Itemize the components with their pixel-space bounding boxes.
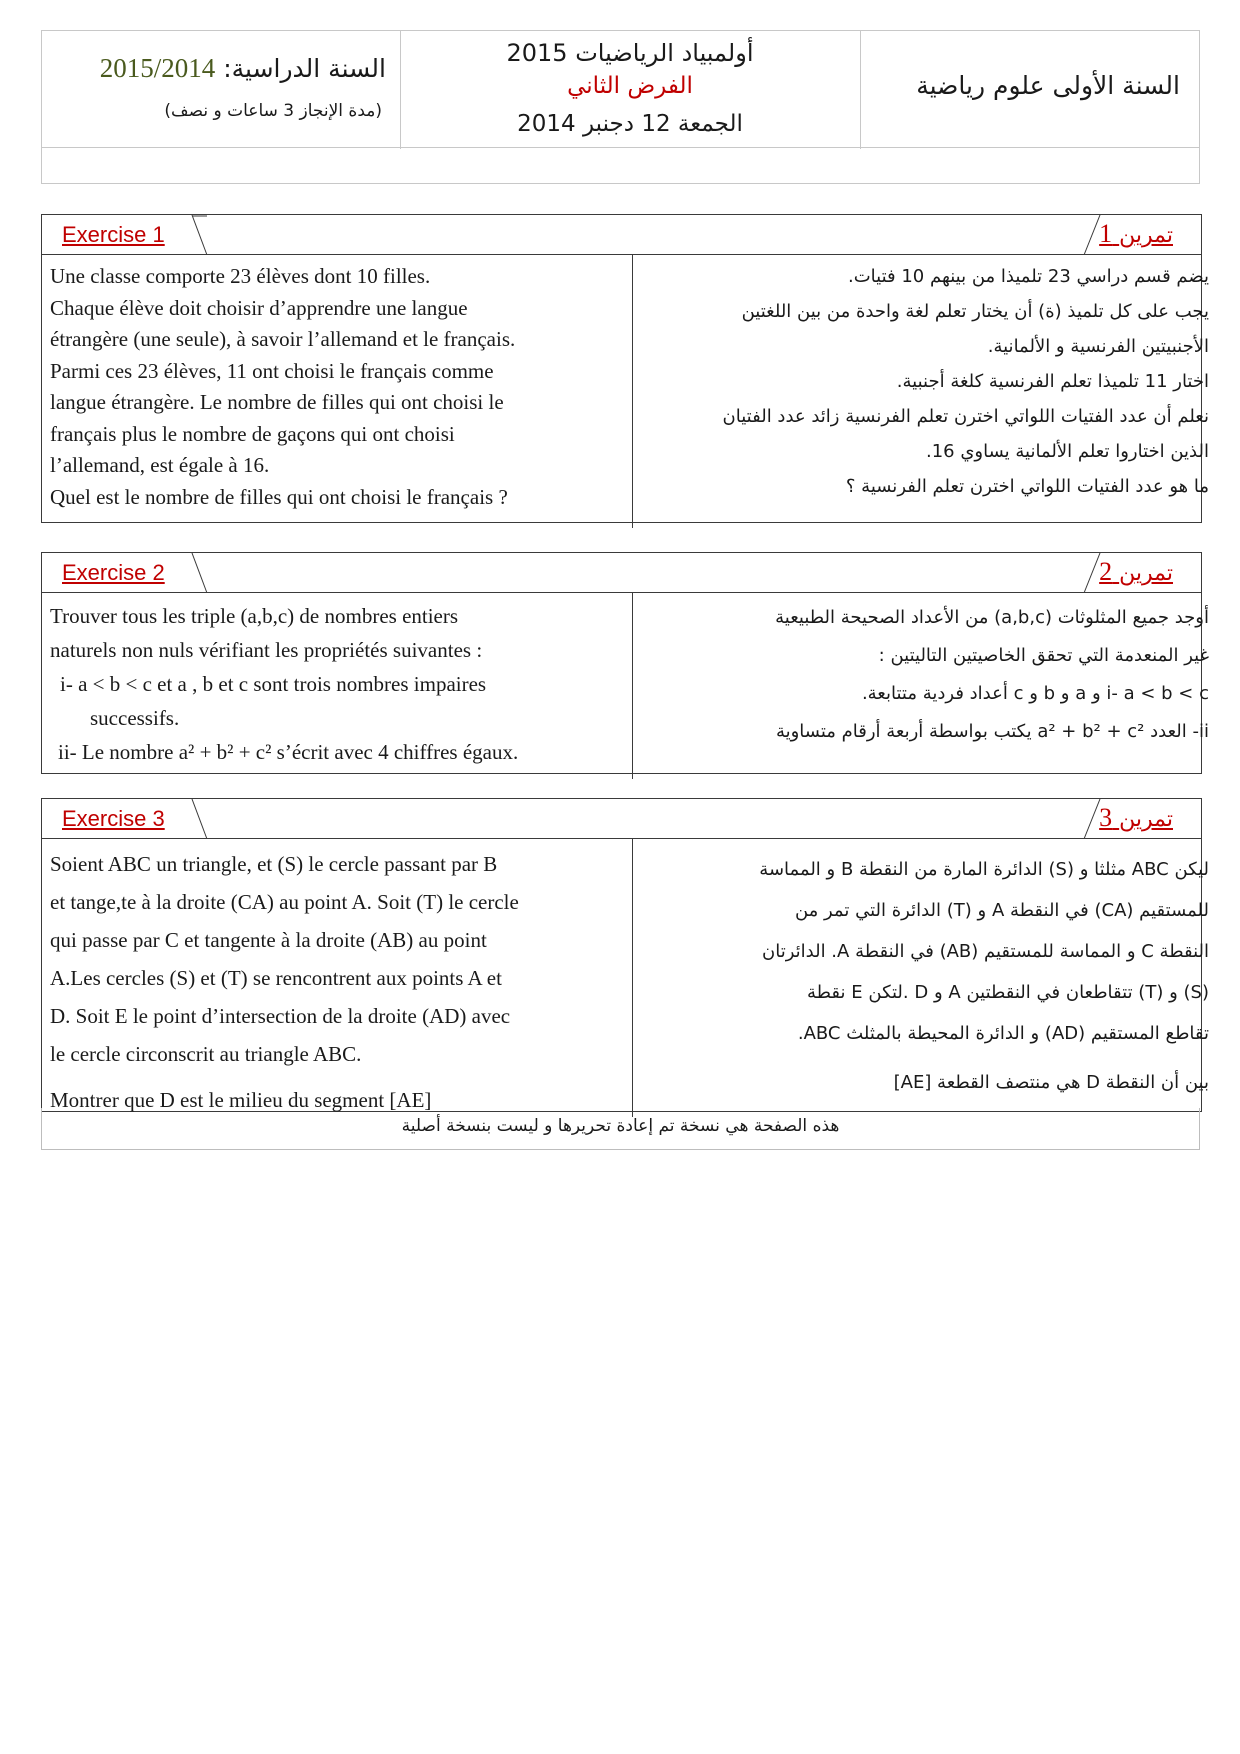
exercise-3-tabs xyxy=(41,798,1202,839)
fr-line: français plus le nombre de gaçons qui ont choisi xyxy=(50,421,455,446)
exercise-3-ar-text xyxy=(616,839,1217,1121)
exercise-1-tabs xyxy=(41,214,1202,255)
fr-line: ii- Le nombre a² + b² + c² s’écrit avec 4 chiffres égaux. xyxy=(58,740,519,764)
school-year-value: 2015/2014 xyxy=(99,53,216,83)
exercise-3-body xyxy=(41,838,1209,1112)
fr-line: Une classe comporte 23 élèves dont 10 filles. xyxy=(50,264,431,288)
fr-line: successifs. xyxy=(90,706,180,730)
ar-line: يضم قسم دراسي 23 تلميذا من بينهم 10 فتيات. xyxy=(848,266,1209,287)
school-year-label: السنة الدراسية: xyxy=(223,54,386,83)
ar-line: i- a < b < c و a و b و c أعداد فردية متتابعة. xyxy=(861,683,1209,704)
exercise-3-fr-tab xyxy=(42,799,202,839)
footer-note-row xyxy=(41,1108,1200,1150)
ar-line: اختار 11 تلميذا تعلم الفرنسية كلغة أجنبية. xyxy=(896,371,1209,392)
header-title-cell xyxy=(400,31,861,149)
fr-line: étrangère (une seule), à savoir l’allemand et le français. xyxy=(50,327,516,351)
level: السنة الأولى علوم رياضية xyxy=(916,71,1180,100)
ar-line: (S) و (T) تتقاطعان في النقطتين A و D .لتكن E نقطة xyxy=(807,982,1209,1003)
olympiad-title: أولمبياد الرياضيات 2015 xyxy=(506,39,754,67)
fr-line: Soient ABC un triangle, et (S) le cercle passant par B xyxy=(50,852,498,876)
exercise-3-fr-text xyxy=(42,839,633,1117)
exercise-2-ar-title: تمرين 2 xyxy=(1099,557,1173,586)
fr-line: D. Soit E le point d’intersection de la droite (AD) avec xyxy=(50,1004,511,1028)
fr-line: Chaque élève doit choisir d’apprendre une langue xyxy=(50,295,468,320)
test-date: الجمعة 12 دجنبر 2014 xyxy=(517,111,743,137)
exercise-2-fr-text xyxy=(42,593,633,779)
tab-outline xyxy=(42,799,1201,839)
ar-line: يجب على كل تلميذ (ة) أن يختار تعلم لغة واحدة من بين اللغتين xyxy=(741,301,1209,322)
ar-line: بين أن النقطة D هي منتصف القطعة [AE] xyxy=(893,1072,1209,1093)
ar-line: أوجد جميع المثلوثات (a,b,c) من الأعداد الصحيحة الطبيعية xyxy=(775,607,1209,628)
school-year xyxy=(76,53,386,84)
fr-line: langue étrangère. Le nombre de filles qui ont choisi le xyxy=(50,390,504,414)
ar-line: النقطة C و المماسة للمستقيم (AB) في النقطة A. الدائرتان xyxy=(761,941,1209,962)
fr-line: Montrer que D est le milieu du segment [AE] xyxy=(50,1088,432,1112)
exercise-1-fr-title: Exercise 1 xyxy=(62,222,165,247)
ar-line: تقاطع المستقيم (AD) و الدائرة المحيطة بالمثلث ABC. xyxy=(797,1023,1209,1044)
ar-line: غير المنعدمة التي تحقق الخاصيتين التاليتين : xyxy=(878,645,1209,666)
exercise-1-fr-tab xyxy=(42,215,202,255)
fr-line: et tange,te à la droite (CA) au point A. Soit (T) le cercle xyxy=(50,890,519,914)
fr-line: Parmi ces 23 élèves, 11 ont choisi le français comme xyxy=(50,358,494,383)
header-table xyxy=(41,30,1200,148)
exercise-1-ar-title: تمرين 1 xyxy=(1099,219,1173,248)
fr-line: i- a < b < c et a , b et c sont trois nombres impaires xyxy=(60,672,487,696)
exercise-2 xyxy=(41,552,1209,772)
exercise-2-tabs xyxy=(41,552,1202,593)
fr-line: Quel est le nombre de filles qui ont choisi le français ? xyxy=(50,484,508,509)
fr-line: l’allemand, est égale à 16. xyxy=(50,453,270,477)
exercise-1-ar-text xyxy=(616,255,1217,526)
exercise-2-ar-text xyxy=(616,593,1217,779)
exercise-1-body xyxy=(41,254,1209,523)
tab-outline xyxy=(42,215,1201,255)
exercise-2-fr-title: Exercise 2 xyxy=(62,560,165,585)
duration: (مدة الإنجاز 3 ساعات و نصف) xyxy=(164,101,382,121)
exercise-3-ar-title: تمرين 3 xyxy=(1099,803,1173,832)
ar-line: ما هو عدد الفتيات اللواتي اخترن تعلم الفرنسية ؟ xyxy=(845,476,1209,497)
fr-line: qui passe par C et tangente à la droite (AB) au point xyxy=(50,928,487,952)
ar-line: الأجنبيتين الفرنسية و الألمانية. xyxy=(987,336,1209,357)
test-name: الفرض الثاني xyxy=(567,73,693,99)
exercise-3-fr-title: Exercise 3 xyxy=(62,806,165,831)
ar-line: الذين اختاروا تعلم الألمانية يساوي 16. xyxy=(925,441,1209,462)
ar-line: ليكن ABC مثلثا و (S) الدائرة المارة من النقطة B و المماسة xyxy=(759,859,1209,880)
header-level-cell xyxy=(860,31,1201,149)
exercise-3 xyxy=(41,798,1209,1112)
footer-note: هذه الصفحة هي نسخة تم إعادة تحريرها و ليست بنسخة أصلية xyxy=(401,1116,840,1136)
fr-line: naturels non nuls vérifiant les propriétés suivantes : xyxy=(50,638,483,662)
exercise-2-body xyxy=(41,592,1209,774)
exercise-2-fr-tab xyxy=(42,553,202,593)
fr-line: Trouver tous les triple (a,b,c) de nombres entiers xyxy=(50,604,459,628)
exercise-1-fr-text xyxy=(42,255,633,528)
ar-line: للمستقيم (CA) في النقطة A و (T) الدائرة التي تمر من xyxy=(794,900,1209,921)
ar-line: نعلم أن عدد الفتيات اللواتي اخترن تعلم الفرنسية زائد عدد الفتيان xyxy=(722,406,1209,427)
tab-outline xyxy=(42,553,1201,593)
fr-line: le cercle circonscrit au triangle ABC. xyxy=(50,1042,362,1066)
header-empty-row xyxy=(41,148,1200,184)
ar-line: ii- العدد a² + b² + c² يكتب بواسطة أربعة أرقام متساوية xyxy=(775,721,1209,742)
fr-line: A.Les cercles (S) et (T) se rencontrent aux points A et xyxy=(50,966,502,990)
header-year-cell xyxy=(42,31,401,149)
exercise-1 xyxy=(41,214,1209,521)
